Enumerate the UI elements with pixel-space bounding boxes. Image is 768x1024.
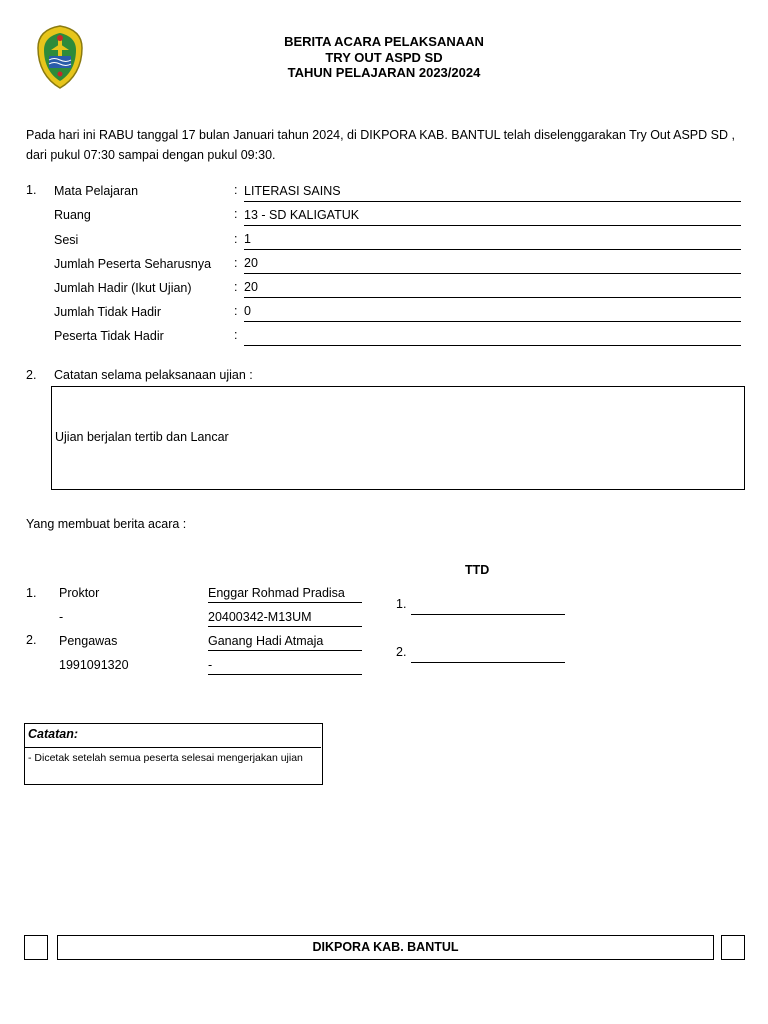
field-value-ruang: 13 - SD KALIGATUK	[244, 207, 741, 226]
field-colon: :	[234, 232, 238, 246]
field-value-mata-pelajaran: LITERASI SAINS	[244, 183, 741, 202]
field-colon: :	[234, 328, 238, 342]
signers-intro: Yang membuat berita acara :	[26, 517, 187, 531]
field-value-sesi: 1	[244, 231, 741, 250]
notes-label: Catatan selama pelaksanaan ujian :	[54, 368, 253, 382]
footer-right-box	[721, 935, 745, 960]
footer-left-box	[24, 935, 48, 960]
field-label-jumlah-hadir: Jumlah Hadir (Ikut Ujian)	[54, 281, 192, 295]
signature-number: 1.	[396, 597, 407, 611]
field-value-jumlah-hadir: 20	[244, 279, 741, 298]
section-1-number: 1.	[26, 183, 37, 197]
footer-label: DIKPORA KAB. BANTUL	[57, 935, 714, 960]
signer-id: -	[59, 610, 64, 624]
catatan-heading: Catatan:	[28, 727, 79, 741]
signer-number: 1.	[26, 586, 37, 600]
ttd-label: TTD	[465, 563, 490, 577]
field-label-ruang: Ruang	[54, 208, 91, 222]
signer-number: 2.	[26, 633, 37, 647]
signer-name: Enggar Rohmad Pradisa	[208, 585, 362, 603]
field-value-jumlah-peserta: 20	[244, 255, 741, 274]
field-colon: :	[234, 280, 238, 294]
document-title-line1: BERITA ACARA PELAKSANAAN	[284, 34, 484, 49]
signature-line	[411, 661, 565, 663]
document-title-line3: TAHUN PELAJARAN 2023/2024	[287, 65, 481, 80]
field-label-jumlah-tidak-hadir: Jumlah Tidak Hadir	[54, 305, 161, 319]
signer-name: Ganang Hadi Atmaja	[208, 633, 362, 651]
field-colon: :	[234, 183, 238, 197]
field-label-peserta-tidak-hadir: Peserta Tidak Hadir	[54, 329, 164, 343]
field-value-jumlah-tidak-hadir: 0	[244, 303, 741, 322]
field-colon: :	[234, 256, 238, 270]
signer-role: Pengawas	[59, 634, 118, 648]
signature-number: 2.	[396, 645, 407, 659]
signer-role: Proktor	[59, 586, 100, 600]
signature-line	[411, 613, 565, 615]
catatan-text: - Dicetak setelah semua peserta selesai mengerjakan ujian	[28, 752, 303, 764]
signer-code: 20400342-M13UM	[208, 609, 362, 627]
field-colon: :	[234, 207, 238, 221]
field-label-mata-pelajaran: Mata Pelajaran	[54, 184, 139, 198]
field-value-peserta-tidak-hadir	[244, 327, 741, 346]
field-label-jumlah-peserta: Jumlah Peserta Seharusnya	[54, 257, 212, 271]
notes-text: Ujian berjalan tertib dan Lancar	[55, 430, 229, 444]
document-title-line2: TRY OUT ASPD SD	[325, 50, 443, 65]
field-label-sesi: Sesi	[54, 233, 79, 247]
intro-paragraph: Pada hari ini RABU tanggal 17 bulan Januari tahun 2024, di DIKPORA KAB. BANTUL telah diselenggarakan Try Out ASPD SD , dari pukul 07:30 sampai dengan pukul 09:30.	[26, 128, 735, 162]
section-2-number: 2.	[26, 368, 37, 382]
field-colon: :	[234, 304, 238, 318]
signer-code: -	[208, 657, 362, 675]
signer-id: 1991091320	[59, 658, 129, 672]
